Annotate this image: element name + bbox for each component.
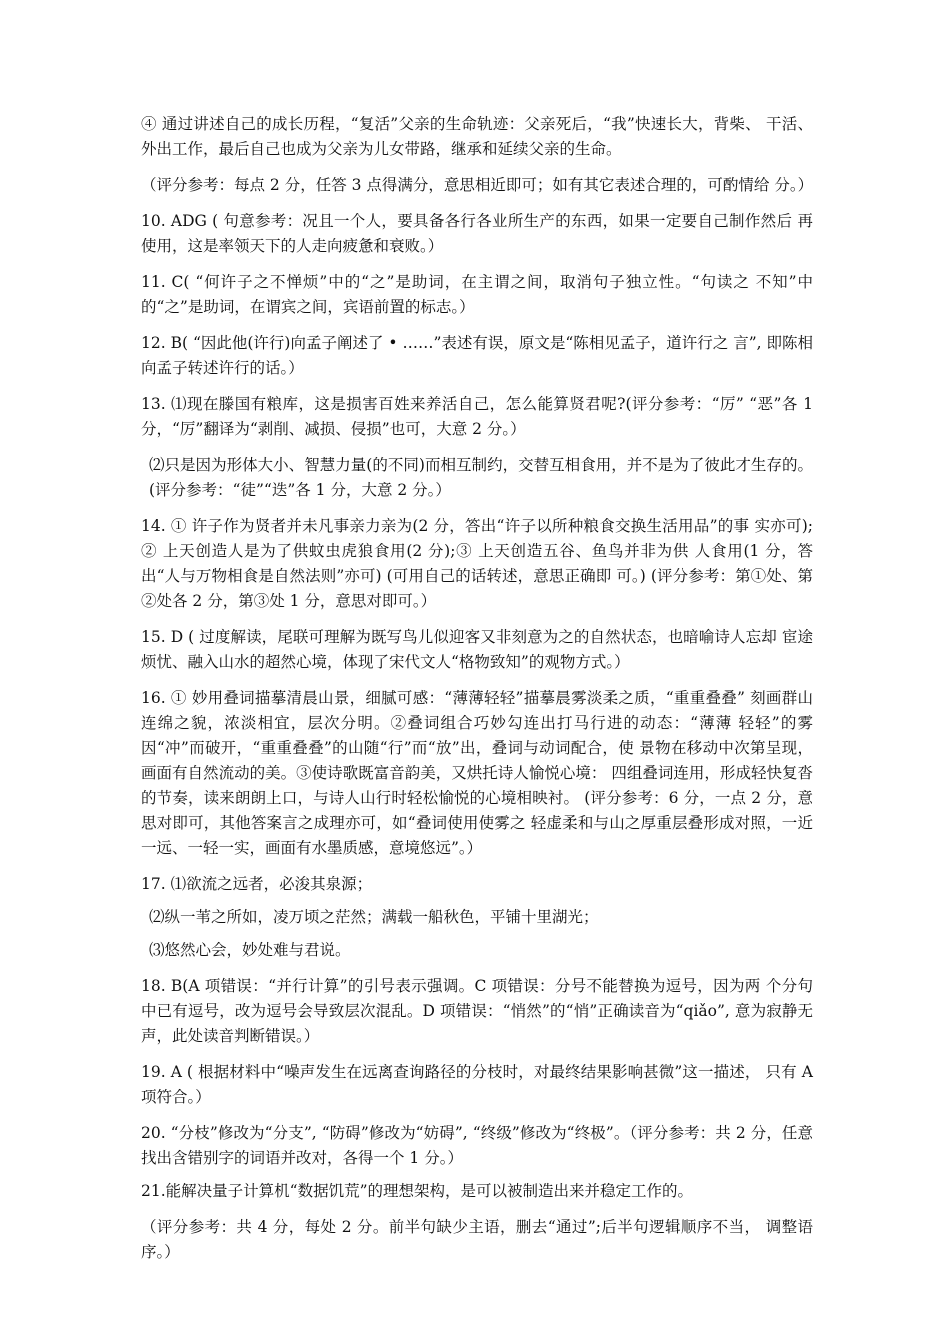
answer-para-19: 19. A ( 根据材料中“噪声发生在远离查询路径的分枝时，对最终结果影响甚微”这一描述， 只有 A 项符合。） [141, 1063, 813, 1106]
answer-para-18: 18. B(A 项错误：“并行计算”的引号表示强调。C 项错误：分号不能替换为逗号，因为两 个分句中已有逗号，改为逗号会导致层次混乱。D 项错误：“悄然”的“悄”正确读音为“qiǎo”, 意为寂静无声，此处读音判断错误。） [141, 977, 813, 1045]
answer-para-13-2: ⑵只是因为形体大小、智慧力量(的不同)而相互制约，交替互相食用，并不是为了彼此才生存的。(评分参考：“徒”“迭”各 1 分，大意 2 分。） [149, 456, 813, 499]
answer-para-21-scoring: （评分参考：共 4 分，每处 2 分。前半句缺少主语，删去“通过”;后半句逻辑顺序不当， 调整语序。） [141, 1218, 813, 1261]
answer-para-21: 21.能解决量子计算机“数据饥荒”的理想架构，是可以被制造出来并稳定工作的。 [141, 1182, 694, 1200]
answer-para-13-1: 13. ⑴现在滕国有粮库，这是损害百姓来养活自己，怎么能算贤君呢?(评分参考：“厉” “恶”各 1 分，“厉”翻译为“剥削、减损、侵损”也可，大意 2 分。） [141, 395, 813, 438]
answer-para-16: 16. ① 妙用叠词描摹清晨山景，细腻可感：“薄薄轻轻”描摹晨雾淡柔之质，“重重叠叠” 刻画群山连绵之貌，浓淡相宜，层次分明。②叠词组合巧妙勾连出打马行进的动态：“薄薄 轻轻”的雾因“冲”而破开，“重重叠叠”的山随“行”而“放”出，叠词与动词配合，使 景物在移动中次第呈现，画面有自然流动的美。③使诗歌既富音韵美，又烘托诗人愉悦心境： 四组叠词连用，形成轻快复沓的节奏，读来朗朗上口，与诗人山行时轻松愉悦的心境相映衬。 (评分参考：6 分，一点 2 分，意思对即可，其他答案言之成理亦可，如“叠词使用使雾之 轻虚柔和与山之厚重层叠形成对照，一近一远、一轻一实，画面有水墨质感，意境悠远”。） [141, 689, 813, 857]
answer-para-17-2: ⑵纵一苇之所如，凌万顷之茫然；满载一船秋色，平铺十里湖光； [149, 908, 599, 926]
answer-para-9-scoring: （评分参考：每点 2 分，任答 3 点得满分，意思相近即可；如有其它表述合理的，可酌情给 分。） [141, 176, 814, 194]
answer-para-12: 12. B( “因此他(许行)向孟子阐述了 • ……”表述有误，原文是“陈相见孟子，道许行之 言”, 即陈相向孟子转述许行的话。） [141, 334, 814, 377]
answer-document [141, 112, 813, 1276]
answer-para-14: 14. ① 许子作为贤者并未凡事亲力亲为(2 分，答出“许子以所种粮食交换生活用品”的事 实亦可);② 上天创造人是为了供蚊虫虎狼食用(2 分);③ 上天创造五谷、鱼鸟并非为供 人食用(1 分，答出“人与万物相食是自然法则”亦可) (可用自己的话转述，意思正确即 可。) (评分参考：第①处、第②处各 2 分，第③处 1 分，意思对即可。） [141, 517, 813, 610]
answer-para-9-point4: ④ 通过讲述自己的成长历程，“复活”父亲的生命轨迹：父亲死后，“我”快速长大，背柴、 干活、外出工作，最后自己也成为父亲为儿女带路，继承和延续父亲的生命。 [141, 115, 813, 158]
answer-para-10: 10. ADG ( 句意参考：况且一个人，要具备各行各业所生产的东西，如果一定要自己制作然后 再使用，这是率领天下的人走向疲惫和衰败。） [141, 212, 813, 255]
answer-para-17-1: 17. ⑴欲流之远者，必浚其泉源； [141, 875, 373, 893]
answer-para-20: 20. “分枝”修改为“分支”, “防碍”修改为“妨碍”, “终级”修改为“终极”。（评分参考：共 2 分，任意找出含错别字的词语并改对，各得一个 1 分。） [141, 1124, 813, 1167]
answer-para-17-3: ⑶悠然心会，妙处难与君说。 [149, 941, 351, 959]
answer-para-11: 11. C( “何许子之不惮烦”中的“之”是助词，在主谓之间，取消句子独立性。“句读之 不知”中的“之”是助词，在谓宾之间，宾语前置的标志。） [141, 273, 813, 316]
answer-para-15: 15. D ( 过度解读，尾联可理解为既写鸟儿似迎客又非刻意为之的自然状态，也暗喻诗人忘却 宦途烦忧、融入山水的超然心境，体现了宋代文人“格物致知”的观物方式。） [141, 628, 813, 671]
